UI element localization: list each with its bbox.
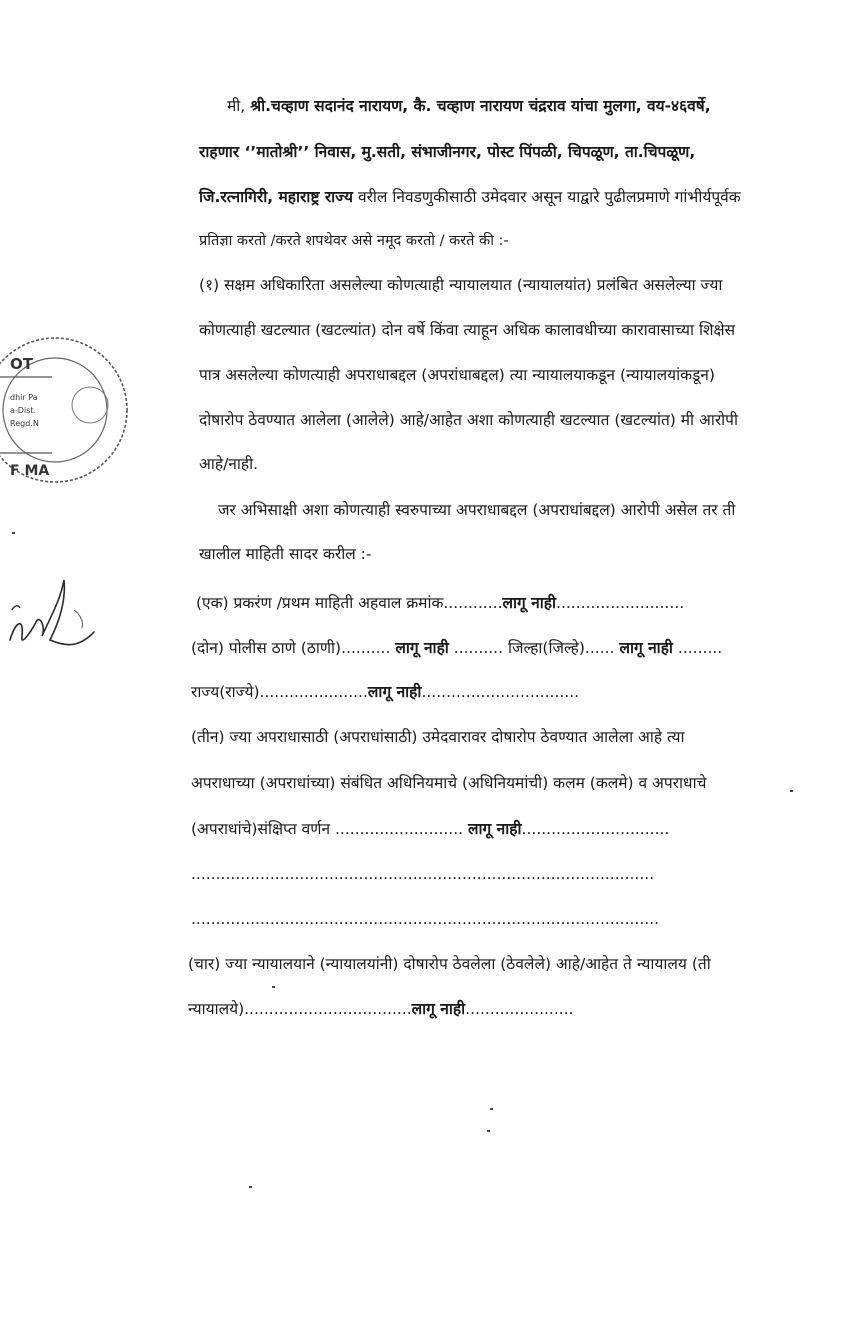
stamp-text-1: OT bbox=[10, 355, 33, 373]
clause1-line-4: दोषारोप ठेवण्यात आलेला (आलेले) आहे/आहेत अशा कोणत्याही खटल्यात (खटल्यांत) मी आरोपी bbox=[199, 411, 738, 429]
scan-speck bbox=[12, 532, 15, 534]
item-teen-line-3: (अपराधांचे)संक्षिप्त वर्णन .......................... लागू नाही.............................. bbox=[191, 820, 670, 838]
item-teen-line-1: (तीन) ज्या अपराधासाठी (अपराधांसाठी) उमेदवारावर दोषारोप ठेवण्यात आलेला आहे त्या bbox=[191, 728, 685, 746]
clause1-line-3: पात्र असलेल्या कोणत्याही अपराधाबद्दल (अपरांधाबद्दल) त्या न्यायालयाकडून (न्यायालयांकडून) bbox=[199, 366, 715, 384]
declaration-line-1: मी, श्री.चव्हाण सदानंद नारायण, कै. चव्हाण नारायण चंद्रराव यांचा मुलगा, वय-४६वर्षे, bbox=[227, 97, 711, 115]
teen-value: लागू नाही bbox=[468, 820, 522, 838]
candidate-name: श्री.चव्हाण सदानंद नारायण, कै. चव्हाण नारायण चंद्रराव यांचा मुलगा, वय-४६वर्षे, bbox=[250, 97, 711, 115]
char-value: लागू नाही bbox=[411, 1000, 466, 1018]
declaration-line-4: प्रतिज्ञा करतो /करते शपथेवर असे नमूद करतो / करते की :- bbox=[199, 233, 509, 249]
dotted-line-1: .............................................................................................. bbox=[191, 865, 655, 883]
dotted-line-2: ............................................................................................... bbox=[191, 910, 660, 928]
rajya-value: लागू नाही bbox=[367, 683, 422, 701]
notary-stamp bbox=[0, 335, 140, 485]
item-ek: (एक) प्रकरंण /प्रथम माहिती अहवाल क्रमांक............लागू नाही.......................... bbox=[196, 594, 685, 612]
ek-value: लागू नाही bbox=[502, 594, 557, 612]
stamp-text-5: F MA bbox=[10, 463, 50, 479]
item-rajya: राज्य(राज्ये)......................लागू नाही................................ bbox=[191, 683, 580, 701]
scan-speck bbox=[790, 790, 793, 792]
clause2-line-2: खालील माहिती सादर करील :- bbox=[199, 545, 372, 563]
item-don: (दोन) पोलीस ठाणे (ठाणी).......... लागू नाही .......... जिल्हा(जिल्हे)...... लागू नाही ......... bbox=[191, 639, 723, 657]
signature bbox=[2, 570, 102, 670]
clause2-line-1: जर अभिसाक्षी अशा कोणत्याही स्वरुपाच्या अपराधाबद्दल (अपराधांबद्दल) आरोपी असेल तर ती bbox=[218, 501, 736, 519]
stamp-text-3: a-Dist. bbox=[10, 406, 37, 415]
clause1-line-2: कोणत्याही खटल्यात (खटल्यांत) दोन वर्षे किंवा त्याहून अधिक कालावधीच्या कारावासाच्या शिक्षेस bbox=[199, 321, 736, 339]
scan-speck bbox=[249, 1186, 252, 1188]
item-teen-line-2: अपराधाच्या (अपराधांच्या) संबंधित अधिनियमाचे (अधिनियमांची) कलम (कलमे) व अपराधाचे bbox=[191, 774, 707, 792]
declaration-line-3: जि.रत्नागिरी, महाराष्ट्र राज्य वरील निवडणुकीसाठी उमेदवार असून याद्वारे पुढीलप्रमाणे गांभीर्यपूर्वक bbox=[199, 188, 741, 206]
scan-speck bbox=[272, 986, 275, 988]
stamp-text-4: Regd.N bbox=[10, 419, 39, 428]
clause1-line-5: आहे/नाही. bbox=[199, 455, 259, 473]
scan-speck bbox=[490, 1108, 493, 1110]
scan-speck bbox=[487, 1130, 490, 1132]
item-char-line-2: न्यायालये)..................................लागू नाही...................... bbox=[188, 1000, 574, 1018]
don-value: लागू नाही bbox=[395, 639, 449, 657]
declaration-line-2: राहणार ‘’मातोश्री’’ निवास, मु.सती, संभाजीनगर, पोस्ट पिंपळी, चिपळूण, ता.चिपळूण, bbox=[199, 143, 696, 161]
clause1-line-1: (१) सक्षम अधिकारिता असलेल्या कोणत्याही न्यायालयात (न्यायालयांत) प्रलंबित असलेल्या ज्या bbox=[199, 276, 723, 294]
stamp-text-2: dhir Pa bbox=[10, 393, 38, 402]
item-char-line-1: (चार) ज्या न्यायालयाने (न्यायालयांनी) दोषारोप ठेवलेला (ठेवलेले) आहे/आहेत ते न्यायालय (ती bbox=[188, 955, 711, 973]
don-value-2: लागू नाही bbox=[619, 639, 673, 657]
